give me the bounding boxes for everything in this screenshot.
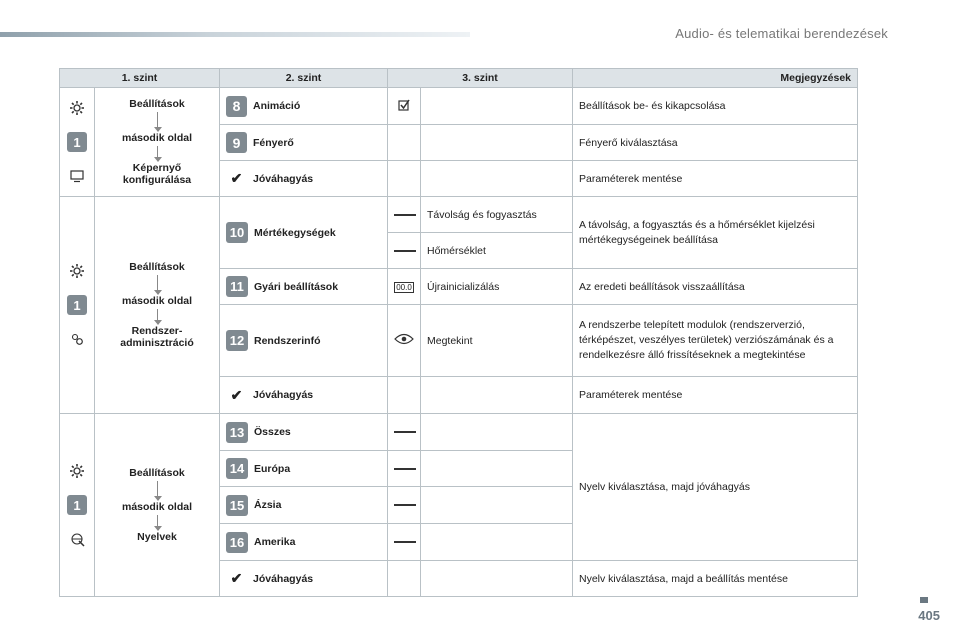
step-number-badge: 9 [226,132,247,153]
eye-icon [394,331,414,347]
note-cell: Paraméterek mentése [573,377,858,414]
level2-label: Mértékegységek [254,226,336,239]
level3-label-cell [421,487,573,524]
level2-label: Fényerő [253,136,294,149]
col-header-level2: 2. szint [220,69,388,88]
level2-label: Rendszerinfó [254,334,321,347]
step-number-badge: 10 [226,222,248,243]
col-header-level1: 1. szint [60,69,220,88]
level3-icon-cell [388,197,421,233]
level2-label: Összes [254,426,291,438]
page-number: 405 [918,608,940,623]
note-cell: Fényerő kiválasztása [573,125,858,161]
level2-label: Jóváhagyás [253,572,314,585]
level2-cell [220,269,388,305]
group1-icons [60,88,95,197]
path-step: Képernyő konfigurálása [122,162,192,186]
path-step: második oldal [121,295,193,307]
level3-label-cell [421,451,573,487]
step-number-badge: 11 [226,276,248,297]
level2-label: Animáció [253,100,301,112]
settings-table [59,68,858,597]
gear-icon [69,100,85,116]
level2-cell [220,305,388,377]
level2-cell [220,161,388,197]
note-cell: Beállítások be- és kikapcsolása [573,88,858,125]
table-row [60,197,858,233]
level2-cell [220,561,388,597]
level3-label-cell [421,88,573,125]
level3-icon-cell [388,561,421,597]
table-row [60,88,858,125]
note-cell: Nyelv kiválasztása, majd jóváhagyás [573,414,858,561]
note-cell: A távolság, a fogyasztás és a hőmérséklet kijelzési mértékegységeinek beállítása [573,197,858,269]
level3-icon-cell [388,524,421,561]
level3-label-cell [421,414,573,451]
path-step: második oldal [121,501,193,513]
step-number-badge: 12 [226,330,248,351]
note-cell: Az eredeti beállítások visszaállítása [573,269,858,305]
level2-label: Gyári beállítások [254,280,339,293]
level2-cell [220,88,388,125]
header-bar [0,32,470,37]
checkbox-icon [396,97,412,113]
level2-cell [220,414,388,451]
step-number-badge: 15 [226,495,248,516]
table-row [60,414,858,451]
step-number-badge: 14 [226,458,248,479]
path-step: Nyelvek [137,531,177,543]
group2-icons [60,197,95,414]
level3-icon-cell [388,414,421,451]
col-header-notes: Megjegyzések [573,69,858,88]
check-icon: ✔ [230,170,243,186]
level3-label-cell [421,161,573,197]
system-admin-icon [69,331,85,347]
level2-cell [220,197,388,269]
level2-label: Ázsia [254,499,282,511]
level3-icon-cell [388,487,421,524]
option-dash-icon [394,541,416,543]
option-dash-icon [394,250,416,252]
level2-label: Jóváhagyás [253,172,314,185]
level3-label-cell: Újrainicializálás [421,269,573,305]
col-header-level3: 3. szint [388,69,573,88]
level3-label-cell: Megtekint [421,305,573,377]
level3-label-cell: Távolság és fogyasztás [421,197,573,233]
level3-label-cell [421,561,573,597]
page-header-title: Audio- és telematikai berendezések [675,26,888,41]
path-step: második oldal [121,132,193,144]
level2-cell [220,377,388,414]
level3-icon-cell [388,125,421,161]
gear-icon [69,263,85,279]
path-step: Rendszer-adminisztráció [120,325,194,349]
path-step: Beállítások [129,261,185,273]
level3-icon-cell [388,305,421,377]
group3-icons [60,414,95,597]
footer-marker [920,597,928,603]
level3-icon-cell [388,233,421,269]
group3-path [95,414,220,597]
level2-cell [220,524,388,561]
level3-icon-cell [388,88,421,125]
path-step: Beállítások [129,467,185,479]
level3-icon-cell [388,161,421,197]
gear-icon [69,463,85,479]
step-number-badge: 13 [226,422,248,443]
level-badge: 1 [67,495,87,515]
level3-label-cell [421,377,573,414]
language-icon [69,531,85,547]
group1-path [95,88,220,197]
path-step: Beállítások [129,98,185,110]
level2-label: Amerika [254,536,296,548]
step-number-badge: 8 [226,96,247,117]
level2-cell [220,451,388,487]
option-dash-icon [394,431,416,433]
option-dash-icon [394,468,416,470]
level2-cell [220,487,388,524]
table-header-row [60,69,858,88]
reset-counter-icon: 00.0 [396,282,412,292]
level3-label-cell [421,125,573,161]
level3-icon-cell [388,451,421,487]
level2-label: Jóváhagyás [253,389,314,401]
level2-label: Európa [254,462,291,475]
note-cell: A rendszerbe telepített modulok (rendszerverzió, térképészet, veszélyes területek) verziószámának és a rendelkezésre álló frissítéseknek a megtekintése [573,305,858,377]
level-badge: 1 [67,295,87,315]
check-icon: ✔ [230,570,243,586]
step-number-badge: 16 [226,532,248,553]
level3-label-cell [421,524,573,561]
group2-path [95,197,220,414]
note-cell: Paraméterek mentése [573,161,858,197]
option-dash-icon [394,504,416,506]
level3-icon-cell [388,377,421,414]
screen-config-icon [69,168,85,184]
check-icon: ✔ [230,386,243,403]
level3-icon-cell [388,269,421,305]
level2-cell [220,125,388,161]
option-dash-icon [394,214,416,216]
level-badge: 1 [67,132,87,152]
note-cell: Nyelv kiválasztása, majd a beállítás mentése [573,561,858,597]
level3-label-cell: Hőmérséklet [421,233,573,269]
